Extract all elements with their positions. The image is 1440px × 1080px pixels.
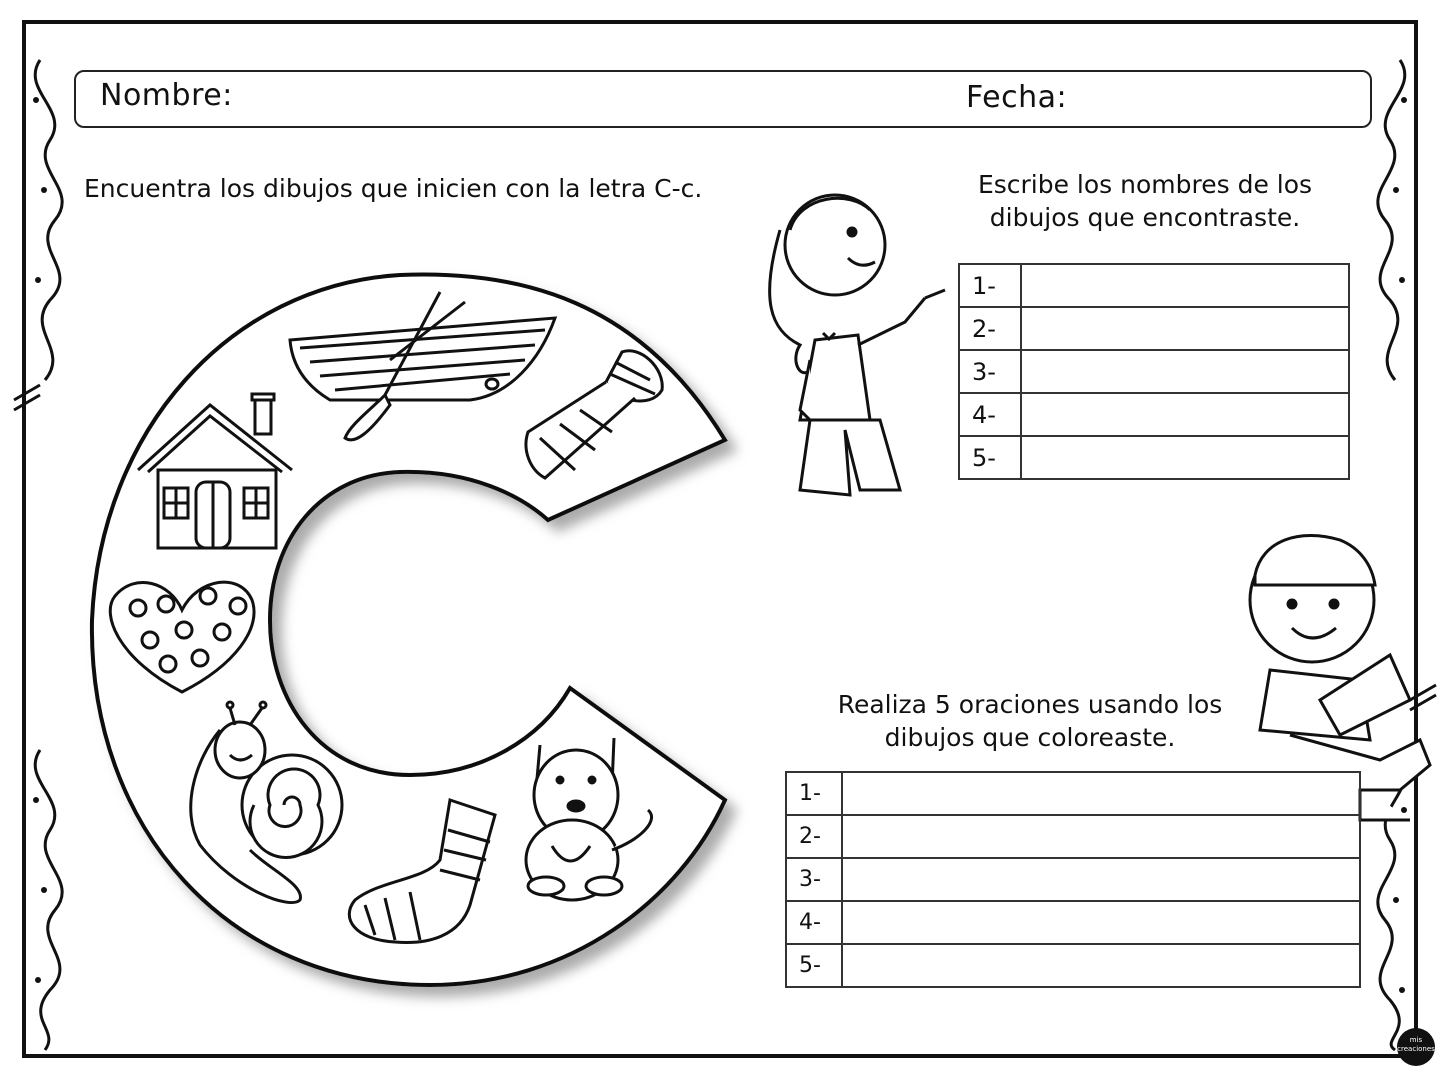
answer-line[interactable]	[1021, 264, 1349, 307]
answer-line[interactable]	[1021, 436, 1349, 479]
answer-line[interactable]	[1021, 307, 1349, 350]
date-label: Fecha:	[966, 80, 1068, 115]
table-row	[959, 436, 1349, 479]
table-row	[786, 858, 1360, 901]
answer-line[interactable]	[842, 858, 1360, 901]
answer-line[interactable]	[842, 944, 1360, 987]
table-row	[959, 307, 1349, 350]
sentences-answer-table	[785, 771, 1361, 988]
name-label: Nombre:	[100, 78, 233, 113]
answer-line[interactable]	[842, 772, 1360, 815]
sentences-instruction: Realiza 5 oraciones usando los dibujos que coloreaste.	[837, 690, 1223, 752]
table-row	[786, 815, 1360, 858]
row-number: 3-	[786, 858, 842, 901]
answer-line[interactable]	[1021, 393, 1349, 436]
names-answer-table	[958, 263, 1350, 480]
find-instruction: Encuentra los dibujos que inicien con la letra C-c.	[84, 174, 703, 203]
write-names-instruction: Escribe los nombres de los dibujos que encontraste.	[977, 170, 1313, 232]
row-number: 3-	[959, 350, 1021, 393]
answer-line[interactable]	[1021, 350, 1349, 393]
answer-line[interactable]	[842, 901, 1360, 944]
answer-line[interactable]	[842, 815, 1360, 858]
row-number: 4-	[786, 901, 842, 944]
table-row	[959, 264, 1349, 307]
row-number: 2-	[959, 307, 1021, 350]
brand-logo: mis creaciones	[1397, 1028, 1435, 1066]
table-row	[959, 393, 1349, 436]
table-row	[786, 772, 1360, 815]
row-number: 4-	[959, 393, 1021, 436]
row-number: 1-	[959, 264, 1021, 307]
row-number: 2-	[786, 815, 842, 858]
row-number: 5-	[959, 436, 1021, 479]
table-row	[959, 350, 1349, 393]
table-row	[786, 901, 1360, 944]
row-number: 5-	[786, 944, 842, 987]
table-row	[786, 944, 1360, 987]
row-number: 1-	[786, 772, 842, 815]
